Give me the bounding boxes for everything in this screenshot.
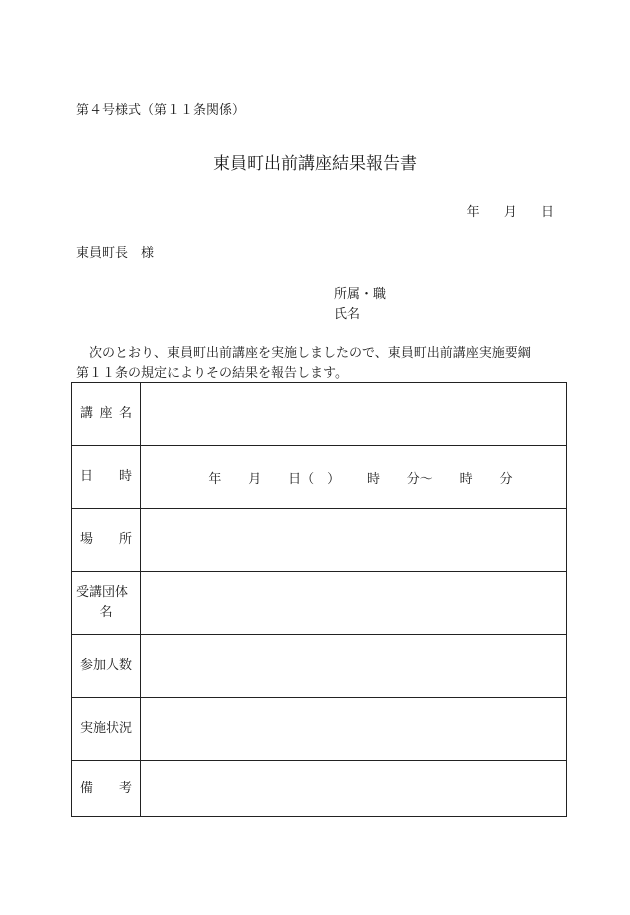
- group-label-line-2: 名: [99, 605, 113, 620]
- place-label: [72, 509, 141, 572]
- dt-day-weekday: 日（ ）: [288, 471, 341, 487]
- status-field[interactable]: [141, 698, 567, 761]
- label-char: 時: [118, 469, 132, 484]
- row-group: [72, 572, 567, 635]
- group-label-line-1: 受講団体: [76, 585, 129, 600]
- label-char: 所: [118, 532, 132, 547]
- body-line-2: 第１１条の規定によりその結果を報告します。: [76, 366, 348, 381]
- status-label: 実施状況: [72, 698, 141, 761]
- remarks-label: [72, 761, 141, 817]
- label-char: 日: [80, 469, 94, 484]
- course-name-label: [72, 383, 141, 446]
- form-number: 第４号様式（第１１条関係）: [76, 103, 246, 118]
- label-char: 考: [118, 780, 132, 796]
- body-line-1: 次のとおり、東員町出前講座を実施しましたので、東員町出前講座実施要綱: [89, 346, 531, 361]
- date-line: [447, 201, 554, 220]
- label-char: 座: [99, 406, 113, 421]
- row-place: [72, 509, 567, 572]
- participants-field[interactable]: [141, 635, 567, 698]
- dt-start-hour: 時: [366, 471, 380, 487]
- place-field[interactable]: [141, 509, 567, 572]
- dt-end-minute: 分: [499, 471, 513, 487]
- label-char: 場: [80, 532, 94, 547]
- document-title: 東員町出前講座結果報告書: [213, 154, 417, 174]
- participants-label: 参加人数: [72, 635, 141, 698]
- date-month: 月: [503, 205, 517, 220]
- dt-month: 月: [248, 471, 262, 487]
- datetime-field[interactable]: [141, 446, 567, 509]
- name-label: 氏名: [334, 307, 361, 322]
- row-datetime: [72, 446, 567, 509]
- dt-year: 年: [208, 471, 222, 487]
- affiliation-label: 所属・職: [334, 287, 387, 302]
- label-char: 講: [80, 406, 94, 421]
- row-course-name: [72, 383, 567, 446]
- group-label: [72, 572, 141, 635]
- date-year: 年: [466, 205, 480, 220]
- datetime-label: [72, 446, 141, 509]
- body-paragraph: [76, 344, 560, 384]
- row-status: [72, 698, 567, 761]
- row-participants: [72, 635, 567, 698]
- course-name-field[interactable]: [141, 383, 567, 446]
- row-remarks: [72, 761, 567, 817]
- dt-end-hour: 時: [459, 471, 473, 487]
- label-char: 名: [118, 406, 132, 421]
- remarks-field[interactable]: [141, 761, 567, 817]
- date-day: 日: [540, 205, 554, 220]
- report-table: [71, 382, 567, 817]
- dt-start-minute: 分～: [406, 471, 433, 487]
- addressee: 東員町長 様: [76, 246, 155, 261]
- label-char: 備: [80, 780, 94, 796]
- group-field[interactable]: [141, 572, 567, 635]
